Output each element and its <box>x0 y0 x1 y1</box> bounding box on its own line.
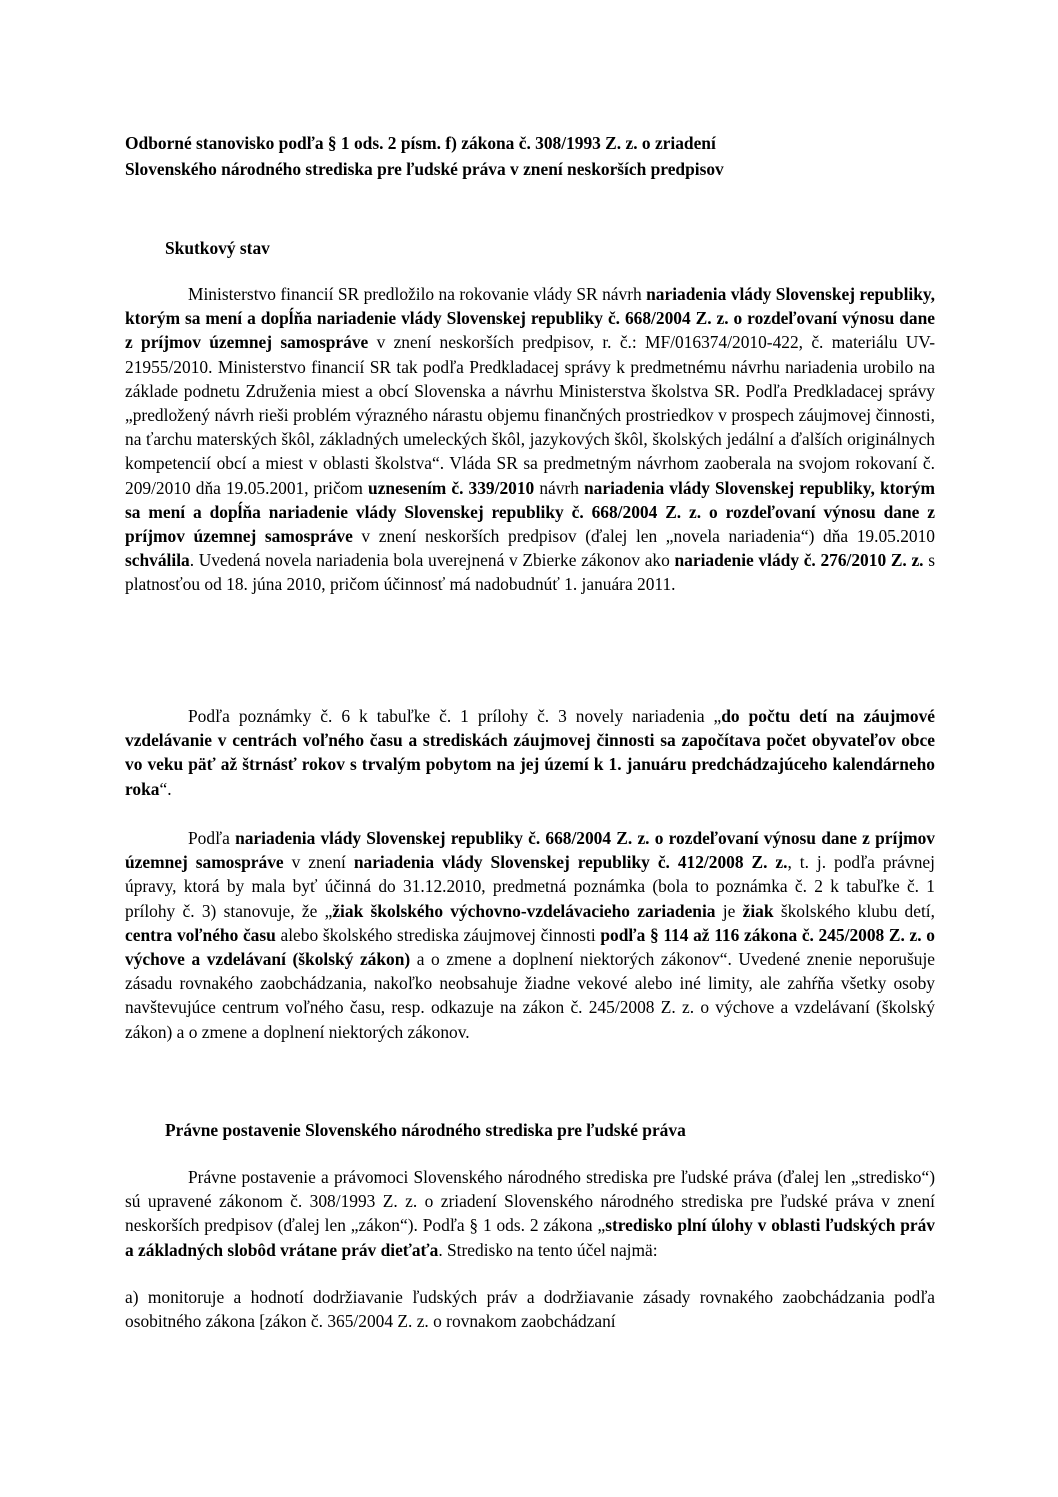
bold-text-run: do počtu detí na záujmové vzdelávanie v centrách voľného času a strediskách záujmovej činnosti sa započítava počet obyvateľov obce vo veku päť až štrnásť rokov s trvalým pobytom na jej území k 1. januáru predchádzajúceho kalendárneho roka <box>125 706 935 799</box>
heading-facts: Skutkový stav <box>165 238 270 258</box>
text-run: . Stredisko na tento účel najmä: <box>438 1239 658 1260</box>
bold-text-run: žiak školského výchovno-vzdelávacieho zariadenia <box>332 900 716 921</box>
text-run: Podľa <box>188 828 236 848</box>
heading-legal-status: Právne postavenie Slovenského národného strediska pre ľudské práva <box>165 1120 686 1140</box>
bold-text-run: stredisko plní úlohy v oblasti ľudských práv a základných slobôd vrátane práv dieťaťa <box>125 1215 936 1260</box>
text-run: Podľa poznámky č. 6 k tabuľke č. 1 prílohy č. 3 novely nariadenia „ <box>188 706 722 726</box>
text-run: návrh <box>534 477 585 498</box>
paragraph-4 <box>125 1165 935 1262</box>
bold-text-run: podľa § 114 až 116 zákona č. 245/2008 Z. z. o výchove a vzdelávaní (školský zákon) <box>125 924 935 970</box>
paragraph-1 <box>125 282 935 597</box>
bold-text-run: nariadenia vlády Slovenskej republiky, ktorým sa mení a dopĺňa nariadenie vlády Slovenskej republiky č. 668/2004 Z. z. o rozdeľovaní výnosu dane z príjmov územnej samospráve <box>125 284 935 353</box>
bold-text-run: schválila <box>125 550 190 571</box>
bold-text-run: uznesením č. 339/2010 <box>368 477 535 498</box>
text-run: s platnosťou od 18. júna 2010, pričom účinnosť má nadobudnúť 1. januára 2011. <box>125 550 935 595</box>
text-run: školského klubu detí, <box>773 900 935 921</box>
text-run: Ministerstvo financií SR predložilo na rokovanie vlády SR návrh <box>188 284 647 304</box>
text-run: . Uvedená novela nariadenia bola uverejnená v Zbierke zákonov ako <box>189 550 675 571</box>
text-run: “. <box>159 778 172 799</box>
text-run: alebo školského strediska záujmovej činnosti <box>275 924 601 945</box>
bold-text-run: nariadenia vlády Slovenskej republiky č. 412/2008 Z. z. <box>353 852 788 873</box>
text-run: a o zmene a doplnení niektorých zákonov“. Uvedené znenie neporušuje zásadu rovnakého zaobchádzania, nakoľko neobsahuje žiadne vekové alebo iné limity, ale zahŕňa všetky osoby navštevujúce centrum voľného času, resp. odkazuje na zákon č. 245/2008 Z. z. o výchove a vzdelávaní (školský zákon) a o zmene a doplnení niektorých zákonov. <box>125 949 936 1042</box>
bold-text-run: nariadenie vlády č. 276/2010 Z. z. <box>674 550 924 571</box>
paragraph-2 <box>125 704 935 801</box>
title-line-1: Odborné stanovisko podľa § 1 ods. 2 písm. f) zákona č. 308/1993 Z. z. o zriadení <box>125 133 716 153</box>
bold-text-run: žiak <box>742 900 774 921</box>
paragraph-5: a) monitoruje a hodnotí dodržiavanie ľudských práv a dodržiavanie zásady rovnakého zaobchádzania podľa osobitného zákona [zákon č. 365/2004 Z. z. o rovnakom zaobchádzaní <box>125 1287 935 1332</box>
bold-text-run: nariadenia vlády Slovenskej republiky, ktorým sa mení a dopĺňa nariadenie vlády Slovenskej republiky č. 668/2004 Z. z. o rozdeľovaní výnosu dane z príjmov územnej samospráve <box>125 477 936 547</box>
bold-text-run: nariadenia vlády Slovenskej republiky č. 668/2004 Z. z. o rozdeľovaní výnosu dane z príjmov územnej samospráve <box>125 828 935 873</box>
text-run: v znení neskorších predpisov (ďalej len „novela nariadenia“) dňa 19.05.2010 <box>352 526 935 547</box>
text-run: v znení <box>283 852 354 873</box>
paragraph-3 <box>125 826 935 1044</box>
text-run: , t. j. podľa právnej úpravy, ktorá by mala byť účinná do 31.12.2010, predmetná poznámka (bola to poznámka č. 2 k tabuľke č. 1 prílohy č. 3) stanovuje, že „ <box>125 852 935 921</box>
bold-text-run: centra voľného času <box>125 924 276 945</box>
text-run: je <box>715 900 743 921</box>
document-title <box>125 130 945 182</box>
title-line-2: Slovenského národného strediska pre ľudské práva v znení neskorších predpisov <box>125 159 724 179</box>
text-run: Právne postavenie a právomoci Slovenského národného strediska pre ľudské práva (ďalej len „stredisko“) sú upravené zákonom č. 308/1993 Z. z. o zriadení Slovenského národného strediska pre ľudské práva v znení neskorších predpisov (ďalej len „zákon“). Podľa § 1 ods. 2 zákona „ <box>125 1167 935 1236</box>
text-run: v znení neskorších predpisov, r. č.: MF/016374/2010-422, č. materiálu UV-21955/2010. Ministerstvo financií SR tak podľa Predkladacej správy k predmetnému návrhu nariadenia urobilo na základe podnetu Združenia miest a obcí Slovenska a návrhu Ministerstva školstva SR. Podľa Predkladacej správy „predložený návrh rieši problém výrazného nárastu objemu finančných prostriedkov v prospech záujmovej činnosti, na ťarchu materských škôl, základných umeleckých škôl, jazykových škôl, školských jedální a ďalších originálnych kompetencií obcí a miest v oblasti školstva“. Vláda SR sa predmetným návrhom zaoberala na svojom rokovaní č. 209/2010 dňa 19.05.2001, pričom <box>125 332 936 498</box>
